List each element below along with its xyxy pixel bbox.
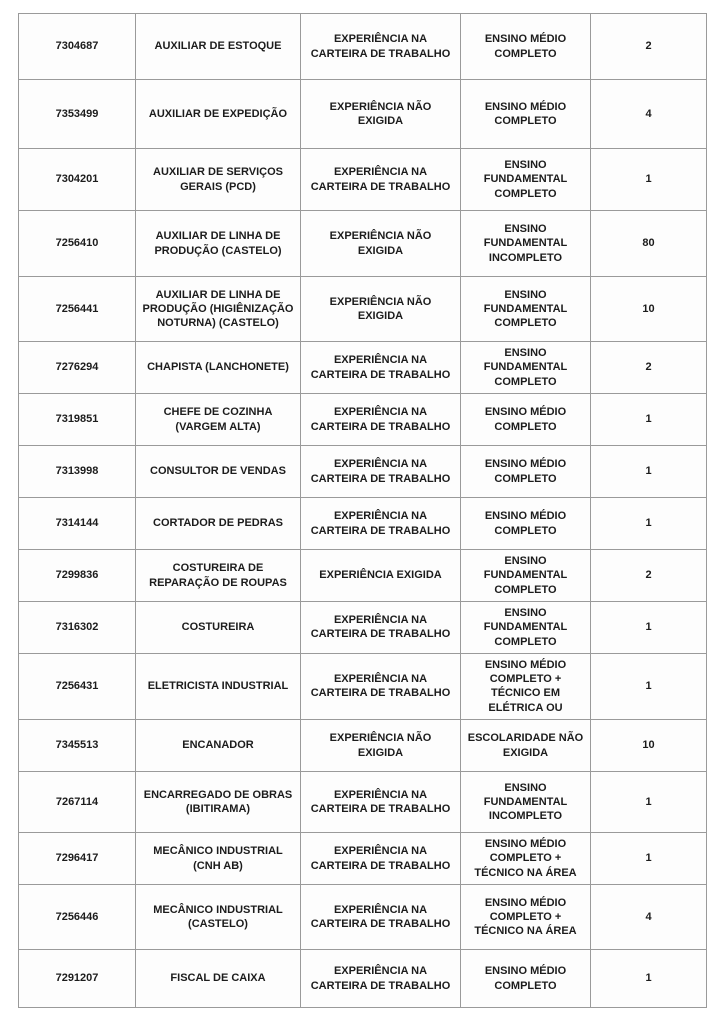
education-cell: ENSINO FUNDAMENTAL COMPLETO: [461, 149, 591, 211]
education-cell: ENSINO FUNDAMENTAL INCOMPLETO: [461, 211, 591, 277]
table-row: [19, 211, 707, 277]
job-vacancies-table: [18, 13, 707, 1008]
quantity-cell: 1: [591, 772, 707, 833]
table-row: [19, 80, 707, 149]
table-body: [19, 14, 707, 1008]
table-row: [19, 885, 707, 950]
job-title-cell: ENCANADOR: [136, 720, 301, 772]
education-cell: ENSINO MÉDIO COMPLETO: [461, 80, 591, 149]
quantity-cell: 1: [591, 950, 707, 1008]
experience-cell: EXPERIÊNCIA NA CARTEIRA DE TRABALHO: [301, 149, 461, 211]
experience-cell: EXPERIÊNCIA NA CARTEIRA DE TRABALHO: [301, 14, 461, 80]
vacancy-id-cell: 7345513: [19, 720, 136, 772]
table-row: [19, 720, 707, 772]
experience-cell: EXPERIÊNCIA NA CARTEIRA DE TRABALHO: [301, 602, 461, 654]
vacancy-id-cell: 7291207: [19, 950, 136, 1008]
quantity-cell: 2: [591, 14, 707, 80]
table-row: [19, 772, 707, 833]
quantity-cell: 1: [591, 498, 707, 550]
table-row: [19, 550, 707, 602]
vacancy-id-cell: 7353499: [19, 80, 136, 149]
quantity-cell: 80: [591, 211, 707, 277]
experience-cell: EXPERIÊNCIA EXIGIDA: [301, 550, 461, 602]
table-row: [19, 446, 707, 498]
vacancy-id-cell: 7316302: [19, 602, 136, 654]
quantity-cell: 4: [591, 80, 707, 149]
vacancy-id-cell: 7304201: [19, 149, 136, 211]
job-title-cell: CORTADOR DE PEDRAS: [136, 498, 301, 550]
quantity-cell: 1: [591, 833, 707, 885]
vacancy-id-cell: 7256441: [19, 277, 136, 342]
education-cell: ENSINO FUNDAMENTAL INCOMPLETO: [461, 772, 591, 833]
table-row: [19, 653, 707, 719]
job-title-cell: ELETRICISTA INDUSTRIAL: [136, 653, 301, 719]
table-row: [19, 602, 707, 654]
quantity-cell: 2: [591, 550, 707, 602]
vacancy-id-cell: 7313998: [19, 446, 136, 498]
job-title-cell: MECÂNICO INDUSTRIAL (CNH AB): [136, 833, 301, 885]
education-cell: ENSINO FUNDAMENTAL COMPLETO: [461, 342, 591, 394]
quantity-cell: 1: [591, 653, 707, 719]
education-cell: ENSINO MÉDIO COMPLETO: [461, 498, 591, 550]
education-cell: ENSINO FUNDAMENTAL COMPLETO: [461, 550, 591, 602]
experience-cell: EXPERIÊNCIA NA CARTEIRA DE TRABALHO: [301, 342, 461, 394]
table-row: [19, 149, 707, 211]
education-cell: ENSINO FUNDAMENTAL COMPLETO: [461, 602, 591, 654]
education-cell: ENSINO MÉDIO COMPLETO: [461, 14, 591, 80]
vacancy-id-cell: 7296417: [19, 833, 136, 885]
experience-cell: EXPERIÊNCIA NÃO EXIGIDA: [301, 211, 461, 277]
education-cell: ESCOLARIDADE NÃO EXIGIDA: [461, 720, 591, 772]
quantity-cell: 4: [591, 885, 707, 950]
job-title-cell: AUXILIAR DE ESTOQUE: [136, 14, 301, 80]
vacancy-id-cell: 7276294: [19, 342, 136, 394]
table-row: [19, 342, 707, 394]
table-row: [19, 498, 707, 550]
quantity-cell: 1: [591, 602, 707, 654]
quantity-cell: 10: [591, 720, 707, 772]
job-title-cell: MECÂNICO INDUSTRIAL (CASTELO): [136, 885, 301, 950]
job-title-cell: CONSULTOR DE VENDAS: [136, 446, 301, 498]
experience-cell: EXPERIÊNCIA NA CARTEIRA DE TRABALHO: [301, 833, 461, 885]
job-title-cell: FISCAL DE CAIXA: [136, 950, 301, 1008]
education-cell: ENSINO FUNDAMENTAL COMPLETO: [461, 277, 591, 342]
vacancy-id-cell: 7299836: [19, 550, 136, 602]
job-title-cell: ENCARREGADO DE OBRAS (IBITIRAMA): [136, 772, 301, 833]
education-cell: ENSINO MÉDIO COMPLETO: [461, 950, 591, 1008]
job-title-cell: AUXILIAR DE SERVIÇOS GERAIS (PCD): [136, 149, 301, 211]
experience-cell: EXPERIÊNCIA NA CARTEIRA DE TRABALHO: [301, 950, 461, 1008]
quantity-cell: 1: [591, 149, 707, 211]
table-row: [19, 14, 707, 80]
job-title-cell: COSTUREIRA DE REPARAÇÃO DE ROUPAS: [136, 550, 301, 602]
education-cell: ENSINO MÉDIO COMPLETO + TÉCNICO NA ÁREA: [461, 833, 591, 885]
table-row: [19, 277, 707, 342]
experience-cell: EXPERIÊNCIA NA CARTEIRA DE TRABALHO: [301, 394, 461, 446]
experience-cell: EXPERIÊNCIA NA CARTEIRA DE TRABALHO: [301, 446, 461, 498]
table-row: [19, 950, 707, 1008]
vacancy-id-cell: 7256410: [19, 211, 136, 277]
experience-cell: EXPERIÊNCIA NÃO EXIGIDA: [301, 277, 461, 342]
experience-cell: EXPERIÊNCIA NA CARTEIRA DE TRABALHO: [301, 885, 461, 950]
education-cell: ENSINO MÉDIO COMPLETO + TÉCNICO NA ÁREA: [461, 885, 591, 950]
vacancy-id-cell: 7304687: [19, 14, 136, 80]
education-cell: ENSINO MÉDIO COMPLETO: [461, 394, 591, 446]
vacancy-id-cell: 7314144: [19, 498, 136, 550]
vacancy-id-cell: 7267114: [19, 772, 136, 833]
experience-cell: EXPERIÊNCIA NÃO EXIGIDA: [301, 720, 461, 772]
job-title-cell: CHEFE DE COZINHA (VARGEM ALTA): [136, 394, 301, 446]
experience-cell: EXPERIÊNCIA NÃO EXIGIDA: [301, 80, 461, 149]
job-title-cell: CHAPISTA (LANCHONETE): [136, 342, 301, 394]
quantity-cell: 2: [591, 342, 707, 394]
vacancy-id-cell: 7256446: [19, 885, 136, 950]
experience-cell: EXPERIÊNCIA NA CARTEIRA DE TRABALHO: [301, 498, 461, 550]
quantity-cell: 10: [591, 277, 707, 342]
job-title-cell: AUXILIAR DE EXPEDIÇÃO: [136, 80, 301, 149]
job-title-cell: AUXILIAR DE LINHA DE PRODUÇÃO (HIGIÊNIZAÇÃO NOTURNA) (CASTELO): [136, 277, 301, 342]
table-row: [19, 394, 707, 446]
experience-cell: EXPERIÊNCIA NA CARTEIRA DE TRABALHO: [301, 653, 461, 719]
education-cell: ENSINO MÉDIO COMPLETO + TÉCNICO EM ELÉTRICA OU: [461, 653, 591, 719]
quantity-cell: 1: [591, 394, 707, 446]
education-cell: ENSINO MÉDIO COMPLETO: [461, 446, 591, 498]
job-title-cell: COSTUREIRA: [136, 602, 301, 654]
table-row: [19, 833, 707, 885]
vacancy-id-cell: 7256431: [19, 653, 136, 719]
vacancy-id-cell: 7319851: [19, 394, 136, 446]
experience-cell: EXPERIÊNCIA NA CARTEIRA DE TRABALHO: [301, 772, 461, 833]
quantity-cell: 1: [591, 446, 707, 498]
job-title-cell: AUXILIAR DE LINHA DE PRODUÇÃO (CASTELO): [136, 211, 301, 277]
